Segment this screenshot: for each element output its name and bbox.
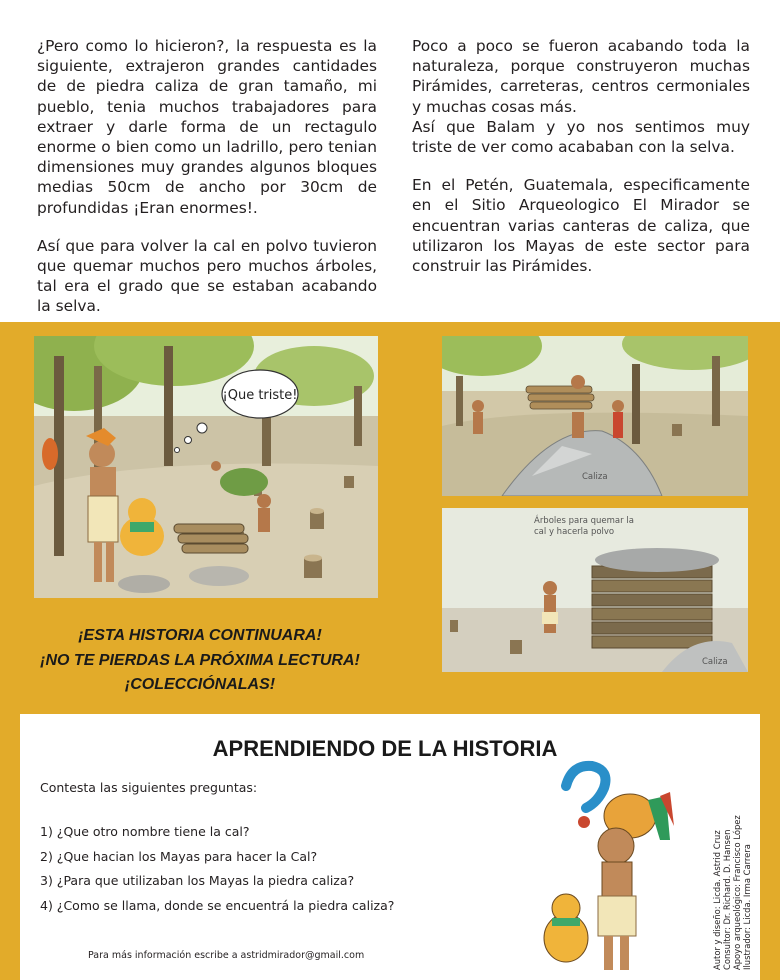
- quiz-intro: Contesta las siguientes preguntas:: [40, 780, 258, 795]
- quiz-title: APRENDIENDO DE LA HISTORIA: [212, 736, 558, 761]
- comic-panel-limestone-carriers: [442, 336, 748, 496]
- comic-panel-deforestation: [34, 336, 378, 598]
- credit-line: Consultor: Dr. Richard. D. Hansen: [722, 829, 732, 970]
- promo-line: ¡ESTA HISTORIA CONTINUARA!: [78, 627, 322, 644]
- story-paragraph: Así que Balam y yo nos sentimos muy triste de ver como acababan con la selva.: [412, 117, 750, 157]
- story-paragraph: ¿Pero como lo hicieron?, la respuesta es la siguiente, extrajeron grandes cantidades de de piedra caliza de gran tamaño, mi pueblo, tenia muchos trabajadores para extraer y darle forma de un rectagulo enorme o bien como un ladrillo, pero tenian dimensiones muy grandes algunos bloques medias 50cm de ancho por 30cm de profundidas ¡Eran enormes!.: [37, 37, 377, 217]
- question-item: 2) ¿Que hacian los Mayas para hacer la Cal?: [40, 848, 318, 864]
- limestone-label: Caliza: [702, 657, 728, 667]
- credit-line: Autor y diseño: Licda. Astrid Cruz: [712, 830, 722, 970]
- story-column-right: [412, 36, 750, 294]
- story-paragraph: Así que para volver la cal en polvo tuvieron que quemar muchos pero muchos árboles, tal era el grado que se estaban acabando la selva.: [37, 236, 377, 316]
- question-item: 3) ¿Para que utilizaban los Mayas la piedra caliza?: [40, 873, 355, 888]
- promo-line: ¡COLECCIÓNALAS!: [124, 676, 276, 693]
- mascot-illustration: [536, 756, 706, 974]
- panel-caption: cal y hacerla polvo: [534, 527, 615, 537]
- story-paragraph: Poco a poco se fueron acabando toda la naturaleza, porque construyeron muchas Pirámides, carreteras, centros cermoniales y muchas cosas más.: [412, 37, 750, 116]
- speech-bubble-text: ¡Que triste!: [222, 388, 298, 403]
- question-item: 4) ¿Como se llama, donde se encuentrá la piedra caliza?: [40, 897, 395, 913]
- comic-panel-lime-kiln: [442, 508, 748, 672]
- story-column-left: [37, 36, 377, 335]
- question-list: [40, 824, 394, 922]
- limestone-label: Caliza: [582, 472, 608, 482]
- limestone-carriers-illustration: [442, 336, 748, 496]
- promo-line: ¡NO TE PIERDAS LA PRÓXIMA LECTURA!: [40, 651, 360, 669]
- contact-line: Para más información escribe a astridmirador@gmail.com: [88, 950, 365, 961]
- lime-kiln-illustration: [442, 508, 748, 672]
- panel-caption: Árboles para quemar la: [534, 516, 634, 526]
- credit-line: Apoyo arqueológico: Francisco López: [732, 815, 742, 970]
- deforestation-illustration: [34, 336, 378, 598]
- question-item: 1) ¿Que otro nombre tiene la cal?: [40, 824, 250, 839]
- promo-text: [0, 624, 400, 698]
- credits-block: [712, 815, 752, 970]
- credit-line: Ilustrador: Licda. Irma Carrera: [742, 844, 752, 970]
- story-paragraph: En el Petén, Guatemala, especificamente en el Sitio Arqueologico El Mirador se encuentran varias canteras de caliza, que utilizaron los Mayas de este sector para construir las Pirámides.: [412, 176, 750, 276]
